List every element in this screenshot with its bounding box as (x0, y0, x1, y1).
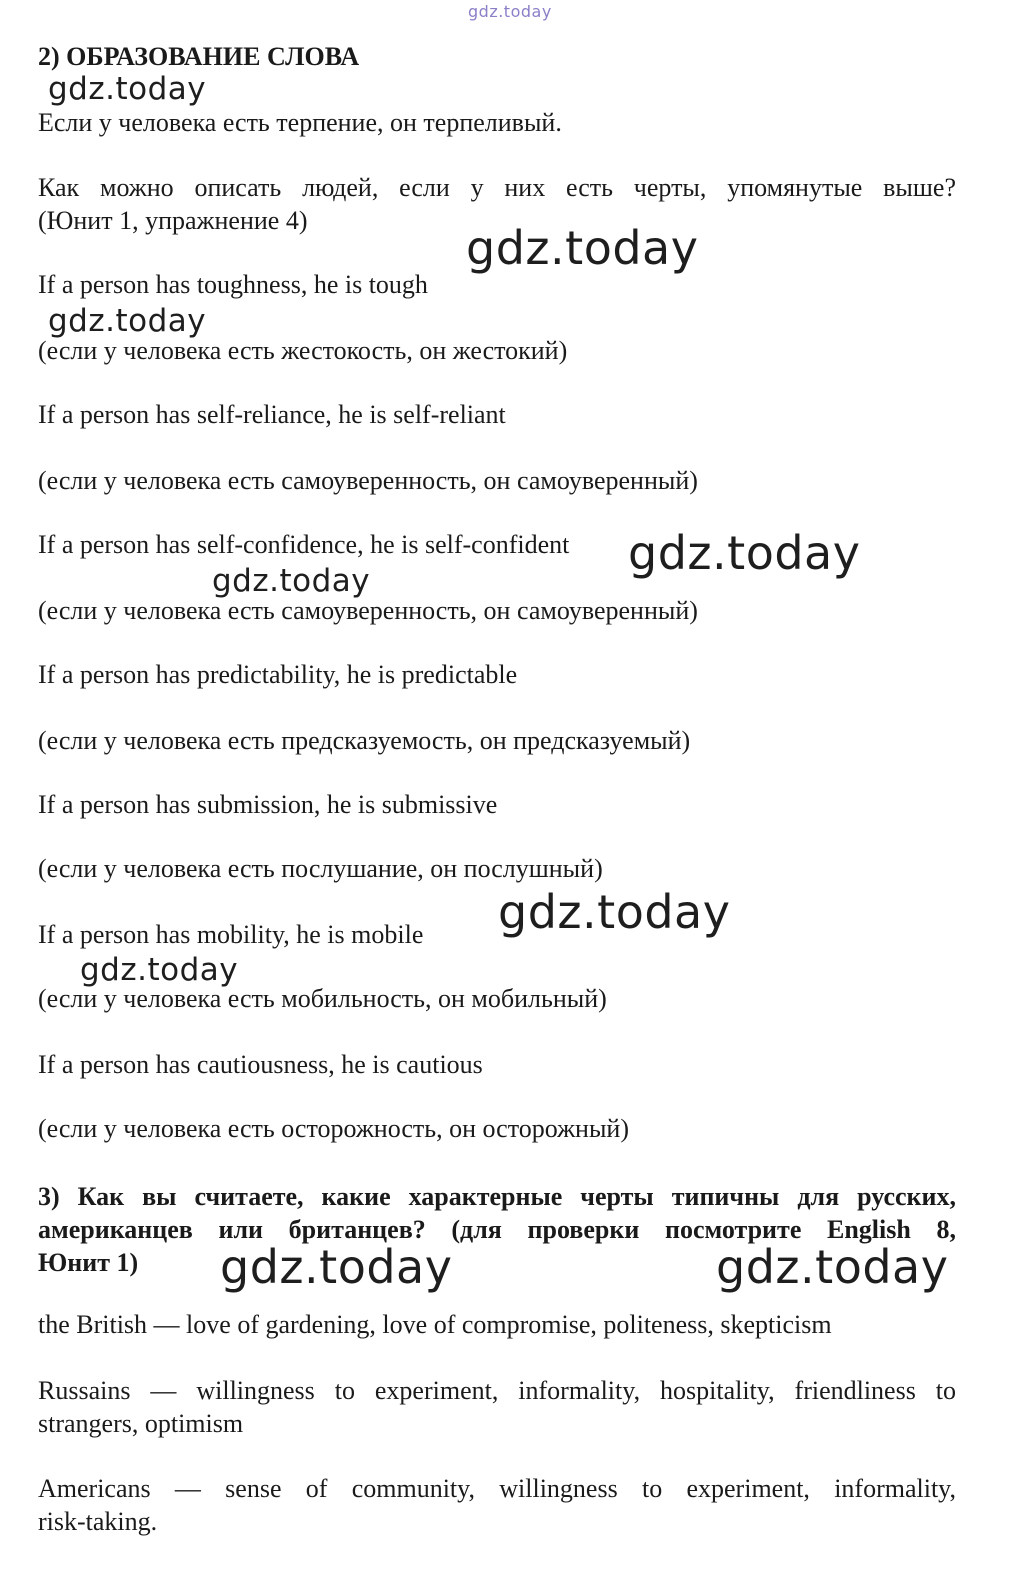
intro-sentence: Если у человека есть терпение, он терпеливый. (38, 108, 562, 137)
answer-line: If a person has mobility, he is mobile (38, 920, 424, 949)
section-3-title-line-1: 3) Как вы считаете, какие характерные черты типичны для русских, (38, 1182, 956, 1211)
watermark: gdz.today (212, 563, 371, 599)
section-3-title-line-2: американцев или британцев? (для проверки посмотрите English 8, (38, 1215, 956, 1244)
russians-traits-line-1: Russains — willingness to experiment, informality, hospitality, friendliness to (38, 1376, 956, 1405)
watermark: gdz.today (628, 526, 861, 580)
watermark: gdz.today (466, 221, 699, 275)
section-2-title: 2) ОБРАЗОВАНИЕ СЛОВА (38, 42, 360, 71)
header-watermark: gdz.today (468, 2, 552, 21)
section-3-title-line-3: Юнит 1) (38, 1248, 139, 1277)
answer-line: If a person has cautiousness, he is cautious (38, 1050, 483, 1079)
watermark: gdz.today (48, 303, 207, 339)
translation-line: (если у человека есть жестокость, он жестокий) (38, 336, 568, 365)
answer-line: If a person has predictability, he is predictable (38, 660, 518, 689)
watermark: gdz.today (498, 885, 731, 939)
watermark: gdz.today (716, 1240, 949, 1294)
translation-line: (если у человека есть осторожность, он осторожный) (38, 1114, 629, 1143)
translation-line: (если у человека есть самоуверенность, он самоуверенный) (38, 466, 698, 495)
answer-line: If a person has self-reliance, he is self-reliant (38, 400, 506, 429)
translation-line: (если у человека есть послушание, он послушный) (38, 854, 603, 883)
translation-line: (если у человека есть предсказуемость, он предсказуемый) (38, 726, 691, 755)
americans-traits-line-1: Americans — sense of community, willingness to experiment, informality, (38, 1474, 956, 1503)
answer-line: If a person has self-confidence, he is self-confident (38, 530, 570, 559)
watermark: gdz.today (220, 1240, 453, 1294)
americans-traits-line-2: risk-taking. (38, 1507, 158, 1536)
translation-line: (если у человека есть самоуверенность, он самоуверенный) (38, 596, 698, 625)
question-line-1: Как можно описать людей, если у них есть черты, упомянутые выше? (38, 173, 956, 202)
watermark: gdz.today (80, 952, 239, 988)
answer-line: If a person has toughness, he is tough (38, 270, 428, 299)
question-line-2: (Юнит 1, упражнение 4) (38, 206, 308, 235)
answer-line: If a person has submission, he is submissive (38, 790, 498, 819)
watermark: gdz.today (48, 71, 207, 107)
russians-traits-line-2: strangers, optimism (38, 1409, 244, 1438)
translation-line: (если у человека есть мобильность, он мобильный) (38, 984, 607, 1013)
british-traits: the British — love of gardening, love of compromise, politeness, skepticism (38, 1310, 832, 1339)
